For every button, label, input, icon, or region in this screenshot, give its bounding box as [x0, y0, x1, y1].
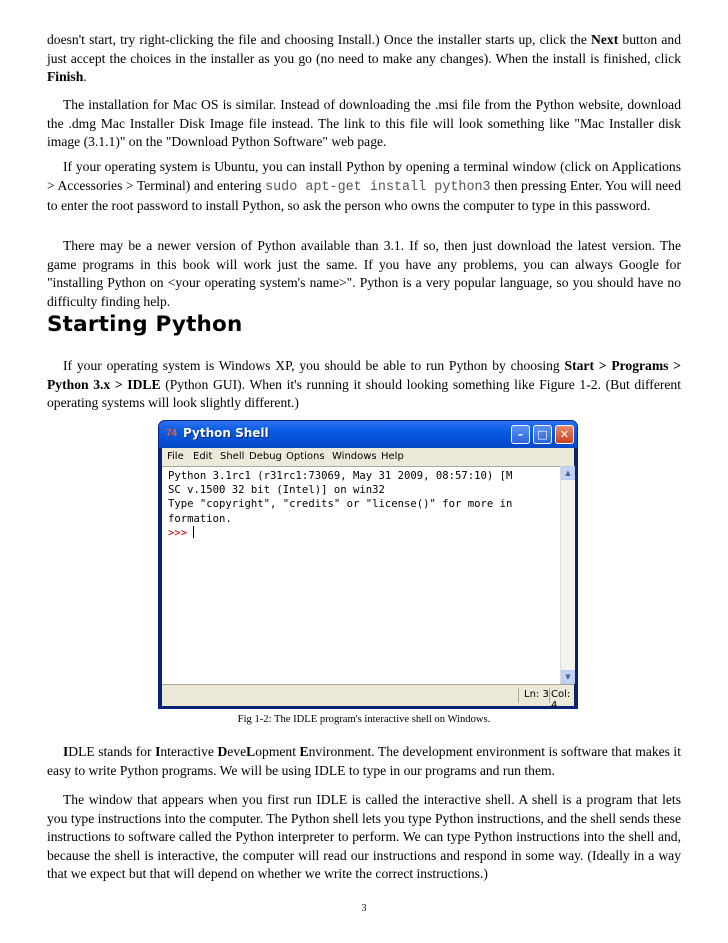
paragraph-starting-python: If your operating system is Windows XP, you should be able to run Python by choosing Start > Programs > Python 3.x > IDLE (Python GUI). When it's running it should looking something like Figure 1-2. (But different operating systems will look slightly different.) [47, 358, 681, 411]
status-line: Ln: 3 [524, 689, 549, 700]
status-bar [162, 684, 574, 711]
maximize-button[interactable]: □ [533, 425, 552, 444]
shell-prompt: >>> [168, 526, 188, 539]
idle-window-screenshot [159, 421, 577, 711]
paragraph-install-windows: doesn't start, try right-clicking the file and choosing Install.) Once the installer starts up, click the Next button and just accept the choices in the installer as you go (no need to make any changes). When the install is finished, click Finish. [47, 32, 681, 85]
window-title: Python Shell [183, 426, 269, 440]
paragraph-idle-definition: IDLE stands for Interactive DeveLopment Environment. The development environment is software that makes it easy to write Python programs. We will be using IDLE to type in our programs and run them. [47, 744, 681, 778]
section-heading: Starting Python [47, 312, 243, 337]
shell-line: SC v.1500 32 bit (Intel)] on win32 [168, 484, 385, 497]
scroll-up-icon[interactable]: ▲ [561, 466, 575, 480]
shell-line: formation. [168, 512, 232, 525]
menu-help[interactable]: Help [381, 451, 404, 462]
window-titlebar [159, 421, 577, 448]
vertical-scrollbar[interactable] [560, 466, 575, 684]
text-cursor [193, 526, 194, 538]
menu-options[interactable]: Options [286, 451, 325, 462]
finish-label: Finish [47, 69, 84, 85]
status-column: Col: 4 [551, 689, 571, 711]
close-button[interactable]: ✕ [555, 425, 574, 444]
menu-edit[interactable]: Edit [193, 451, 213, 462]
python-icon: 74 [166, 428, 178, 439]
minimize-button[interactable]: – [511, 425, 530, 444]
shell-line: Python 3.1rc1 (r31rc1:73069, May 31 2009, 08:57:10) [M [168, 470, 513, 482]
paragraph-interactive-shell: The window that appears when you first run IDLE is called the interactive shell. A shell is a program that lets you type instructions into the computer. The Python shell lets you type Python instructions, and the shell sends these instructions to software called the Python interpreter to perform. We can type Python instructions into the shell and, because the shell is interactive, the computer will read our instructions and respond in some way. (Ideally in a way that we expect but that will depend on whether we write the correct instructions.) [47, 792, 681, 882]
menu-file[interactable]: File [167, 451, 184, 462]
shell-text-area[interactable] [162, 466, 560, 685]
paragraph-install-mac: The installation for Mac OS is similar. Instead of downloading the .msi file from the Python website, download the .dmg Mac Installer Disk Image file instead. The link to this file will look something like "Mac Installer disk image (3.1.1)" on the "Download Python Software" web page. [47, 97, 681, 150]
shell-line: Type "copyright", "credits" or "license()" for more in [168, 498, 513, 511]
apt-get-command: sudo apt-get install python3 [265, 179, 491, 195]
next-label: Next [591, 32, 619, 47]
page-number: 3 [361, 903, 367, 914]
menu-windows[interactable]: Windows [332, 451, 377, 462]
figure-caption: Fig 1-2: The IDLE program's interactive shell on Windows. [237, 714, 491, 725]
menu-shell[interactable]: Shell [220, 451, 245, 462]
menu-debug[interactable]: Debug [249, 451, 282, 462]
paragraph-install-ubuntu: If your operating system is Ubuntu, you can install Python by opening a terminal window (click on Applications > Accessories > Terminal) and entering sudo apt-get install python3 then pressing Enter. You will need to enter the root password to install Python, so ask the person who owns the computer to type in this password. [47, 159, 681, 214]
paragraph-newer-version: There may be a newer version of Python available than 3.1. If so, then just download the latest version. The game programs in this book will work just the same. If you have any problems, you can always Google for "installing Python on <your operating system's name>". Python is a very popular language, so you should have no difficulty finding help. [47, 238, 681, 309]
menu-bar [162, 448, 574, 466]
menu-path: Start > Programs > Python 3.x > IDLE [47, 358, 681, 392]
scroll-down-icon[interactable]: ▼ [561, 670, 575, 684]
